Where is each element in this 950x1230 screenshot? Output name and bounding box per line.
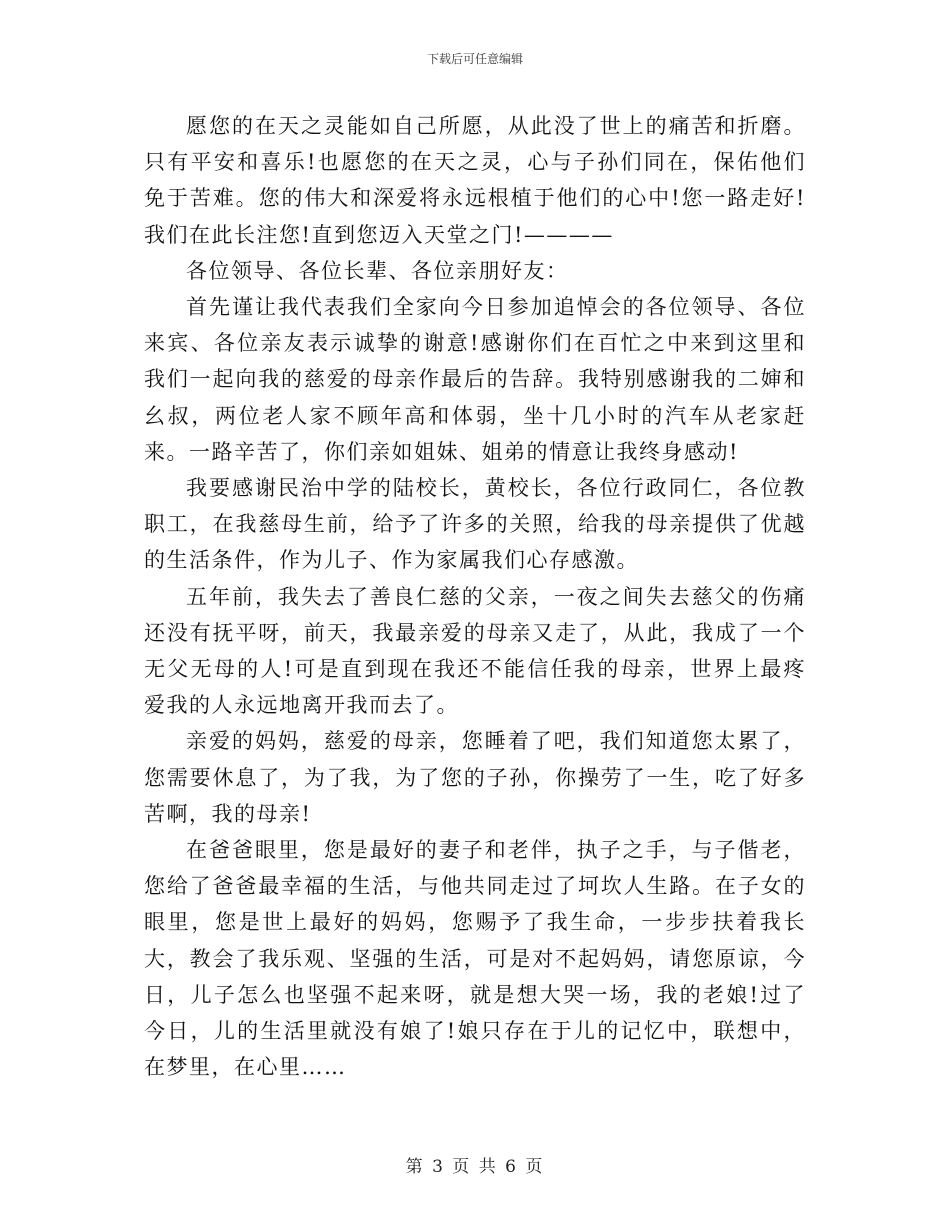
paragraph-mother: 亲爱的妈妈，慈爱的母亲，您睡着了吧，我们知道您太累了，您需要休息了，为了我，为了您的子孙，你操劳了一生，吃了好多苦啊，我的母亲! [144, 729, 806, 826]
paragraph-thanks: 首先谨让我代表我们全家向今日参加追悼会的各位领导、各位来宾、各位亲友表示诚挚的谢意!感谢你们在百忙之中来到这里和我们一起向我的慈爱的母亲作最后的告辞。我特别感谢我的二婶和幺叔，两位老人家不顾年高和体弱，坐十几小时的汽车从老家赶来。一路辛苦了，你们亲如姐妹、姐弟的情意让我终身感动! [144, 295, 806, 464]
page-header: 下载后可任意编辑 [426, 52, 523, 66]
paragraph-memories: 在爸爸眼里，您是最好的妻子和老伴，执子之手，与子偕老，您给了爸爸最幸福的生活，与他共同走过了坷坎人生路。在子女的眼里，您是世上最好的妈妈，您赐予了我生命，一步步扶着我长大，教会了我乐观、坚强的生活，可是对不起妈妈，请您原谅，今日，儿子怎么也坚强不起来呀，就是想大哭一场，我的老娘!过了今日，儿的生活里就没有娘了!娘只存在于儿的记忆中，联想中，在梦里，在心里…… [144, 838, 806, 1080]
footer-current-page: 3 [432, 1157, 445, 1177]
page-footer [0, 1152, 950, 1177]
paragraph-salutation: 各位领导、各位长辈、各位亲朋好友： [186, 258, 569, 283]
footer-suffix: 页 [525, 1157, 545, 1177]
footer-total-pages: 6 [505, 1157, 518, 1177]
paragraph-school-thanks: 我要感谢民治中学的陆校长，黄校长，各位行政同仁，各位教职工，在我慈母生前，给予了许多的关照，给我的母亲提供了优越的生活条件，作为儿子、作为家属我们心存感激。 [144, 476, 806, 573]
paragraph-continued: 愿您的在天之灵能如自己所愿，从此没了世上的痛苦和折磨。只有平安和喜乐!也愿您的在天之灵，心与子孙们同在，保佑他们免于苦难。您的伟大和深爱将永远根植于他们的心中!您一路走好!我们在此长注您!直到您迈入天堂之门!———— [144, 114, 806, 247]
footer-middle: 页 共 [452, 1157, 498, 1177]
document-body [144, 108, 806, 1085]
paragraph-father: 五年前，我失去了善良仁慈的父亲，一夜之间失去慈父的伤痛还没有抚平呀，前天，我最亲爱的母亲又走了，从此，我成了一个无父无母的人!可是直到现在我还不能信任我的母亲，世界上最疼爱我的人永远地离开我而去了。 [144, 584, 806, 718]
footer-prefix: 第 [405, 1157, 425, 1177]
